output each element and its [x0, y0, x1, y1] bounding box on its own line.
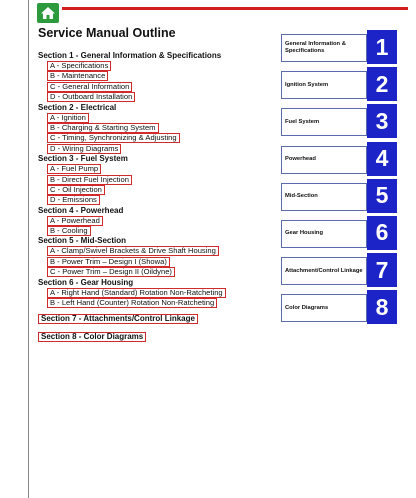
tab-label[interactable]: Fuel System: [281, 108, 367, 136]
outline-link[interactable]: D - Emissions: [47, 195, 100, 205]
title-rule: [62, 7, 408, 10]
section-tabs: [281, 30, 397, 328]
page-title: Service Manual Outline: [38, 26, 176, 40]
outline-link[interactable]: A - Specifications: [47, 61, 111, 71]
section-heading: Section 3 - Fuel System: [38, 154, 128, 164]
tab-6: [281, 216, 397, 253]
section-heading: Section 2 - Electrical: [38, 102, 117, 112]
home-button[interactable]: [37, 3, 59, 23]
outline-link[interactable]: A - Ignition: [47, 113, 89, 123]
tab-5: [281, 179, 397, 216]
section-6: [38, 278, 278, 308]
outline-link[interactable]: D - Outboard Installation: [47, 92, 135, 102]
section-8-link[interactable]: Section 8 - Color Diagrams: [38, 332, 146, 342]
section-2: [38, 103, 278, 154]
home-icon: [40, 6, 56, 20]
outline-link[interactable]: A - Right Hand (Standard) Rotation Non-Ratcheting: [47, 288, 226, 298]
outline-link[interactable]: B - Cooling: [47, 226, 91, 236]
outline-link[interactable]: A - Clamp/Swivel Brackets & Drive Shaft Housing: [47, 246, 219, 256]
outline-link[interactable]: C - Oil Injection: [47, 185, 105, 195]
section-1: [38, 51, 278, 102]
section-heading: Section 5 - Mid-Section: [38, 236, 127, 246]
outline-link[interactable]: B - Left Hand (Counter) Rotation Non-Ratcheting: [47, 298, 217, 308]
section-heading: Section 6 - Gear Housing: [38, 277, 134, 287]
tab-label[interactable]: Powerhead: [281, 146, 367, 174]
outline-link[interactable]: B - Direct Fuel Injection: [47, 175, 132, 185]
tab-number[interactable]: 8: [367, 290, 397, 324]
tab-2: [281, 67, 397, 104]
section-heading: Section 1 - General Information & Specifications: [38, 51, 222, 60]
tab-1: [281, 30, 397, 67]
tab-label[interactable]: Mid-Section: [281, 183, 367, 211]
outline-link[interactable]: B - Charging & Starting System: [47, 123, 159, 133]
section-7-link[interactable]: Section 7 - Attachments/Control Linkage: [38, 314, 198, 324]
tab-label[interactable]: General Information & Specifications: [281, 34, 367, 62]
tab-number[interactable]: 1: [367, 30, 397, 64]
section-3: [38, 154, 278, 205]
section-4: [38, 206, 278, 236]
tab-number[interactable]: 6: [367, 216, 397, 250]
outline-link[interactable]: A - Fuel Pump: [47, 164, 101, 174]
tab-label[interactable]: Attachment/Control Linkage: [281, 257, 367, 285]
outline-list: [38, 51, 278, 344]
tab-label[interactable]: Color Diagrams: [281, 294, 367, 322]
outline-link[interactable]: C - Timing, Synchronizing & Adjusting: [47, 133, 180, 143]
tab-7: [281, 253, 397, 290]
tab-3: [281, 104, 397, 141]
tab-number[interactable]: 5: [367, 179, 397, 213]
tab-number[interactable]: 2: [367, 67, 397, 101]
tab-4: [281, 142, 397, 179]
outline-link[interactable]: C - Power Trim – Design II (Oildyne): [47, 267, 175, 277]
section-heading: Section 4 - Powerhead: [38, 205, 124, 215]
tab-label[interactable]: Ignition System: [281, 71, 367, 99]
tab-label[interactable]: Gear Housing: [281, 220, 367, 248]
tab-8: [281, 290, 397, 327]
outline-link[interactable]: B - Power Trim – Design I (Showa): [47, 257, 170, 267]
tab-number[interactable]: 7: [367, 253, 397, 287]
outline-link[interactable]: A - Powerhead: [47, 216, 103, 226]
outline-link[interactable]: B - Maintenance: [47, 71, 108, 81]
section-5: [38, 236, 278, 277]
tab-number[interactable]: 3: [367, 104, 397, 138]
tab-number[interactable]: 4: [367, 142, 397, 176]
outline-link[interactable]: C - General Information: [47, 82, 132, 92]
outline-link[interactable]: D - Wiring Diagrams: [47, 144, 121, 154]
